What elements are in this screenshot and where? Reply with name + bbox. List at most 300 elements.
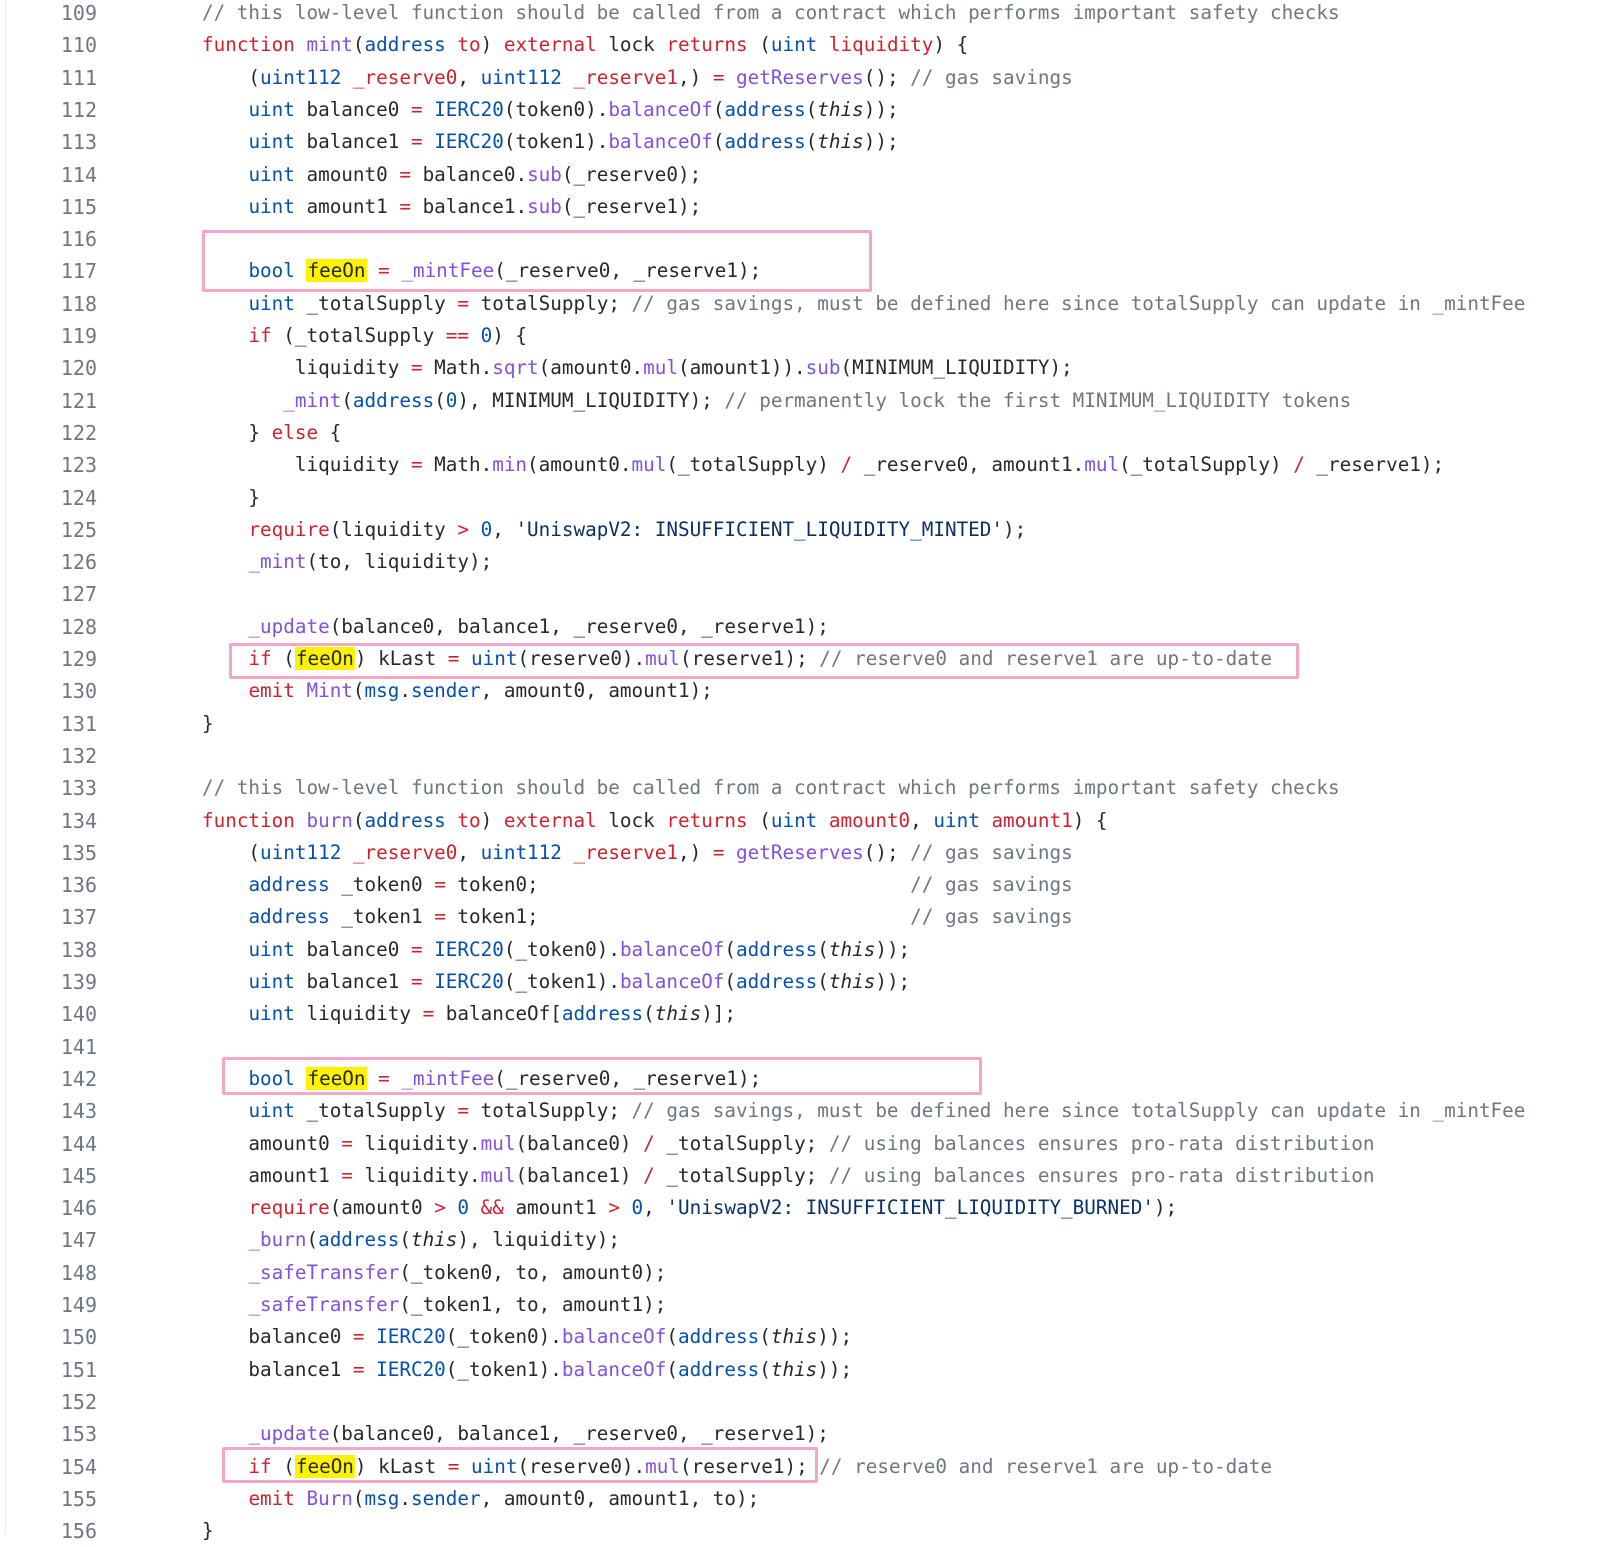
code-token: emit <box>248 679 295 703</box>
code-line <box>0 482 1612 514</box>
code-token <box>202 195 248 218</box>
code-text <box>202 1418 829 1450</box>
code-token: = <box>410 937 423 961</box>
code-token: } <box>202 420 272 444</box>
code-token: token1; <box>445 905 911 929</box>
code-token: returns <box>666 808 748 832</box>
code-token: 'UniswapV2: INSUFFICIENT_LIQUIDITY_MINTED' <box>515 517 1004 541</box>
code-token <box>341 66 353 89</box>
line-number[interactable]: 137 <box>60 905 97 930</box>
line-number[interactable]: 148 <box>60 1260 97 1285</box>
code-token: (MINIMUM_LIQUIDITY); <box>840 356 1073 380</box>
code-token: amount1 <box>294 194 400 218</box>
code-token: uint <box>248 937 295 961</box>
code-token: . <box>399 679 411 703</box>
code-text <box>202 1515 214 1547</box>
code-token: , <box>457 840 481 864</box>
code-token: ( <box>341 388 353 412</box>
line-number[interactable]: 132 <box>60 743 97 768</box>
code-token: = <box>410 356 423 380</box>
line-number[interactable]: 112 <box>60 97 97 122</box>
code-token <box>202 259 248 282</box>
code-token: _reserve1 <box>573 65 678 89</box>
code-token: (reserve0). <box>517 647 646 670</box>
code-token: _mintFee <box>401 1066 495 1090</box>
code-token <box>341 841 353 864</box>
code-token: // reserve0 and reserve1 are up-to-date <box>819 1454 1273 1478</box>
code-token: this <box>828 937 876 961</box>
search-highlight: feeOn <box>307 259 366 283</box>
code-token: this <box>770 1325 818 1349</box>
code-token: _token1 <box>329 905 435 929</box>
code-token: (balance1) <box>515 1163 644 1187</box>
code-token: = <box>352 1357 365 1381</box>
code-token: ( <box>352 33 365 57</box>
code-token: external <box>503 808 597 832</box>
line-number[interactable]: 123 <box>60 453 97 478</box>
code-token: _reserve0 <box>352 65 458 89</box>
code-token: sender <box>410 679 481 703</box>
code-token: mul <box>480 1131 516 1155</box>
code-token: , <box>910 808 934 832</box>
code-token: amount1 <box>503 1196 609 1220</box>
code-token: function <box>202 808 307 832</box>
code-token: . <box>399 1486 411 1510</box>
code-token: && <box>480 1196 504 1220</box>
line-number[interactable]: 127 <box>60 582 97 607</box>
code-token: ( <box>643 1002 655 1026</box>
code-token: _token0 <box>329 873 435 897</box>
code-text <box>202 901 1073 933</box>
code-token: mul <box>480 1163 516 1187</box>
line-number[interactable]: 143 <box>60 1099 97 1124</box>
code-token: totalSupply; <box>469 291 632 315</box>
code-token: if <box>248 1454 272 1478</box>
line-number[interactable]: 151 <box>60 1357 97 1382</box>
code-token <box>295 1487 307 1510</box>
code-text <box>202 385 1351 417</box>
code-token: _reserve0, amount1. <box>852 453 1085 477</box>
code-token: (token1). <box>503 130 609 154</box>
line-number[interactable]: 115 <box>60 194 97 219</box>
code-line <box>0 320 1612 352</box>
code-token: = <box>399 194 411 218</box>
code-token: uint112 <box>480 65 562 89</box>
code-token: this <box>817 97 864 121</box>
code-token: ) <box>480 33 504 57</box>
code-token: amount0 <box>202 1131 342 1155</box>
code-token: Math. <box>422 453 493 477</box>
code-token: _safeTransfer <box>248 1293 400 1316</box>
code-token <box>202 615 248 638</box>
code-token: = <box>341 1131 353 1155</box>
code-token: (balance0, balance1, _reserve0, _reserve1); <box>329 614 829 638</box>
code-token <box>202 1455 248 1478</box>
code-token: uint <box>248 291 295 315</box>
code-token: = <box>457 1099 470 1123</box>
code-token: burn <box>306 808 353 832</box>
code-token: (balance0, balance1, _reserve0, _reserve1); <box>329 1422 829 1446</box>
code-line <box>0 1451 1612 1483</box>
code-token <box>724 66 736 89</box>
line-number[interactable]: 155 <box>60 1486 97 1511</box>
code-token: = <box>410 970 423 993</box>
line-number[interactable]: 120 <box>60 356 97 381</box>
code-token: )]; <box>701 1002 737 1026</box>
code-line <box>0 1321 1612 1353</box>
code-token: = <box>399 162 411 186</box>
code-text <box>202 1095 1525 1127</box>
code-token: liquidity <box>294 1002 423 1026</box>
code-token: Mint <box>306 679 353 703</box>
code-token: , <box>492 517 516 541</box>
line-number[interactable]: 124 <box>60 485 97 510</box>
code-token: ) { <box>1072 808 1108 832</box>
code-token: 0 <box>631 1196 644 1220</box>
line-number[interactable]: 111 <box>60 65 97 90</box>
code-text <box>202 449 1444 481</box>
code-token: address <box>677 1357 760 1381</box>
code-token <box>202 130 248 153</box>
code-token: 0 <box>457 1196 470 1220</box>
code-token: balance1. <box>410 194 528 218</box>
code-line <box>0 449 1612 481</box>
code-token <box>202 647 248 670</box>
code-token <box>202 1422 248 1445</box>
code-token: address <box>561 1002 644 1026</box>
code-token <box>423 938 435 961</box>
code-token: , <box>457 65 481 89</box>
code-token: , <box>643 1196 667 1220</box>
code-token: )); <box>817 1357 853 1381</box>
code-token: uint <box>248 194 295 218</box>
code-line <box>0 869 1612 901</box>
code-token: // gas savings <box>910 905 1073 929</box>
line-number[interactable]: 118 <box>60 291 97 316</box>
code-token <box>365 1358 377 1381</box>
line-number[interactable]: 119 <box>60 324 97 348</box>
line-number[interactable]: 141 <box>60 1034 97 1059</box>
code-token: balanceOf <box>561 1357 667 1381</box>
code-token: > <box>434 1196 446 1220</box>
code-text <box>202 191 701 223</box>
code-token: if <box>248 324 272 347</box>
code-text <box>202 546 492 578</box>
code-token: address <box>724 130 806 154</box>
code-token: ( <box>759 1325 771 1349</box>
line-number[interactable]: 154 <box>60 1454 97 1479</box>
code-token: _update <box>248 1422 330 1446</box>
code-token: _totalSupply; <box>654 1163 829 1187</box>
code-text <box>202 837 1073 869</box>
code-token: uint <box>471 1454 518 1478</box>
code-token: if <box>248 647 272 670</box>
code-token: mul <box>631 453 667 477</box>
code-token: 0 <box>480 324 493 347</box>
code-token <box>446 809 458 832</box>
code-line <box>0 740 1612 772</box>
code-token: (); <box>863 840 911 864</box>
code-token: Math. <box>422 356 493 380</box>
code-token: balance1 <box>294 130 411 154</box>
code-token: lock <box>596 33 667 57</box>
code-token: address <box>736 937 818 961</box>
code-text <box>202 288 1525 320</box>
code-token: balance0 <box>202 1325 353 1349</box>
code-token: Burn <box>306 1486 353 1510</box>
code-token: ), liquidity); <box>457 1228 620 1252</box>
code-text <box>202 1354 852 1386</box>
code-token: balance1 <box>202 1357 353 1381</box>
code-text <box>202 708 214 740</box>
line-number[interactable]: 110 <box>60 33 97 58</box>
code-token <box>202 163 248 186</box>
line-number[interactable]: 133 <box>60 776 97 801</box>
code-token: liquidity. <box>352 1131 481 1155</box>
code-token: ( <box>202 840 261 864</box>
line-number[interactable]: 135 <box>60 840 97 865</box>
code-token: bool <box>248 1066 295 1090</box>
line-number[interactable]: 122 <box>60 420 97 445</box>
code-token <box>390 1067 402 1090</box>
code-token <box>202 1099 248 1122</box>
code-token: uint <box>471 647 518 670</box>
line-number[interactable]: 109 <box>60 1 97 25</box>
code-text <box>202 643 1272 675</box>
code-token: 0 <box>445 388 458 412</box>
code-token: mul <box>643 356 678 380</box>
code-token: ( <box>759 1357 771 1381</box>
code-line <box>0 1224 1612 1256</box>
code-token <box>423 98 435 121</box>
code-token: _totalSupply <box>294 1099 458 1123</box>
code-token: = <box>712 840 725 864</box>
code-token <box>980 809 992 832</box>
code-token: _mint <box>248 550 307 574</box>
line-number[interactable]: 156 <box>60 1519 97 1544</box>
search-highlight: feeOn <box>295 1454 354 1478</box>
code-token: )); <box>875 970 911 993</box>
code-token: = <box>410 97 423 121</box>
code-token: address <box>352 388 435 412</box>
code-text <box>202 0 1340 29</box>
code-token: to <box>457 808 481 832</box>
code-text <box>202 869 1073 901</box>
line-number[interactable]: 121 <box>60 388 97 413</box>
line-number[interactable]: 153 <box>60 1422 97 1447</box>
code-token: = <box>457 291 470 315</box>
code-token: ); <box>1003 517 1027 541</box>
line-number[interactable]: 116 <box>60 227 97 252</box>
line-number[interactable]: 128 <box>60 614 97 639</box>
code-token: ( <box>805 97 818 121</box>
code-token: )); <box>875 937 911 961</box>
code-token: (_totalSupply <box>271 324 446 347</box>
code-token: liquidity <box>202 356 411 380</box>
code-token: // using balances ensures pro-rata distribution <box>828 1163 1375 1187</box>
line-number[interactable]: 129 <box>60 647 97 671</box>
line-number[interactable]: 142 <box>60 1066 97 1091</box>
line-number[interactable]: 113 <box>60 130 97 155</box>
code-token <box>202 389 283 412</box>
code-token <box>202 1196 248 1219</box>
code-line <box>0 352 1612 384</box>
code-token: amount1 <box>991 808 1073 832</box>
code-token <box>202 550 248 573</box>
code-token: liquidity <box>828 33 934 57</box>
code-token: sender <box>410 1486 481 1510</box>
code-token: ) kLast <box>354 1454 448 1478</box>
code-token: amount1 <box>202 1163 342 1187</box>
code-text <box>202 998 736 1030</box>
code-token: _totalSupply <box>294 291 458 315</box>
code-line <box>0 1031 1612 1063</box>
code-token: ( <box>352 808 365 832</box>
code-token: // gas savings <box>910 840 1073 864</box>
code-token: > <box>608 1196 620 1220</box>
line-number[interactable]: 146 <box>60 1196 97 1221</box>
code-line <box>0 29 1612 61</box>
code-token: balance1 <box>294 970 411 993</box>
code-token <box>202 1067 248 1090</box>
code-line <box>0 255 1612 287</box>
code-line <box>0 126 1612 158</box>
code-token: (_reserve1); <box>561 194 702 218</box>
code-token: )); <box>863 97 899 121</box>
code-token <box>367 259 379 282</box>
line-number[interactable]: 149 <box>60 1293 97 1317</box>
code-text <box>202 1483 759 1515</box>
line-number[interactable]: 134 <box>60 808 97 833</box>
code-token: function <box>202 33 307 57</box>
code-text <box>202 320 527 352</box>
code-line <box>0 611 1612 643</box>
code-token: (amount0 <box>329 1196 435 1220</box>
line-number[interactable]: 139 <box>60 970 97 994</box>
code-token <box>202 1261 248 1284</box>
line-number[interactable]: 117 <box>60 259 97 284</box>
line-number[interactable]: 136 <box>60 873 97 898</box>
code-line <box>0 675 1612 707</box>
code-token <box>202 1002 248 1025</box>
line-number[interactable]: 131 <box>60 711 97 736</box>
code-token: ( <box>724 937 737 961</box>
code-token: ) { <box>492 324 528 347</box>
code-token: _update <box>248 614 330 638</box>
line-number[interactable]: 144 <box>60 1131 97 1156</box>
code-token: (amount0. <box>527 453 632 477</box>
code-token: (_totalSupply) <box>666 453 841 477</box>
code-token <box>459 1455 471 1478</box>
code-token: amount0 <box>828 808 911 832</box>
code-token <box>295 1067 307 1090</box>
code-token: { <box>318 420 342 444</box>
code-token: mul <box>1084 453 1120 477</box>
code-token: ( <box>817 970 829 993</box>
code-token <box>469 1196 481 1219</box>
line-number[interactable]: 130 <box>60 679 97 704</box>
code-line <box>0 1354 1612 1386</box>
code-token: _reserve1 <box>573 840 678 864</box>
line-number[interactable]: 138 <box>60 937 97 962</box>
code-token <box>423 970 435 993</box>
code-token: ( <box>666 1357 678 1381</box>
code-token: _safeTransfer <box>248 1260 400 1284</box>
code-token <box>365 1325 377 1348</box>
code-token: balanceOf <box>619 937 725 961</box>
code-token <box>817 809 829 832</box>
code-token: // this low-level function should be called from a contract which performs important safety checks <box>202 1 1340 24</box>
code-text <box>202 29 968 61</box>
line-number[interactable]: 145 <box>60 1163 97 1188</box>
line-number[interactable]: 126 <box>60 550 97 575</box>
code-line <box>0 62 1612 94</box>
code-token: // reserve0 and reserve1 are up-to-date <box>819 647 1273 670</box>
code-token: (reserve1); <box>679 647 820 670</box>
code-token: / <box>840 453 853 477</box>
line-number[interactable]: 150 <box>60 1325 97 1350</box>
code-token: liquidity <box>202 453 411 477</box>
code-token: address <box>364 33 446 57</box>
code-text <box>202 966 910 998</box>
code-line <box>0 417 1612 449</box>
code-token: (); <box>863 65 911 89</box>
code-token: ( <box>724 970 737 993</box>
line-number[interactable]: 114 <box>60 162 97 187</box>
code-token: (_reserve0, _reserve1); <box>494 1066 762 1090</box>
code-token: == <box>445 324 469 347</box>
code-token <box>295 679 307 702</box>
code-token: ) <box>480 808 504 832</box>
code-line <box>0 514 1612 546</box>
code-token <box>202 292 248 315</box>
code-line <box>0 1386 1612 1418</box>
code-token: (amount1)). <box>677 356 806 380</box>
code-token: // gas savings <box>910 65 1073 89</box>
line-number[interactable]: 140 <box>60 1002 97 1027</box>
code-token: require <box>248 517 330 541</box>
code-text <box>202 1289 666 1321</box>
code-token: _mint <box>283 388 342 412</box>
code-token: uint112 <box>260 840 342 864</box>
code-token: // gas savings, must be defined here since totalSupply can update in _mintFee <box>631 1099 1526 1123</box>
code-token <box>202 873 248 896</box>
code-token: ,) <box>677 65 713 89</box>
code-token: external <box>503 33 597 57</box>
code-token: msg <box>364 1486 400 1510</box>
code-text <box>202 1192 1177 1224</box>
code-token: ) { <box>933 33 969 57</box>
code-token: totalSupply; <box>469 1099 632 1123</box>
code-token: ( <box>399 1228 411 1252</box>
code-token: uint <box>248 97 295 121</box>
line-number[interactable]: 147 <box>60 1228 97 1253</box>
code-token: balanceOf <box>608 130 713 154</box>
code-line <box>0 772 1612 804</box>
code-token: ( <box>747 33 771 57</box>
code-token: (amount0. <box>538 356 644 380</box>
line-number[interactable]: 152 <box>60 1389 97 1414</box>
code-line <box>0 578 1612 610</box>
code-token: mul <box>645 1454 680 1478</box>
code-line <box>0 0 1612 29</box>
line-number[interactable]: 125 <box>60 517 97 542</box>
code-token: bool <box>248 259 295 283</box>
code-token: balance0. <box>410 162 528 186</box>
code-text <box>202 126 899 158</box>
code-token: (_reserve0); <box>561 162 702 186</box>
code-token: min <box>492 453 528 477</box>
